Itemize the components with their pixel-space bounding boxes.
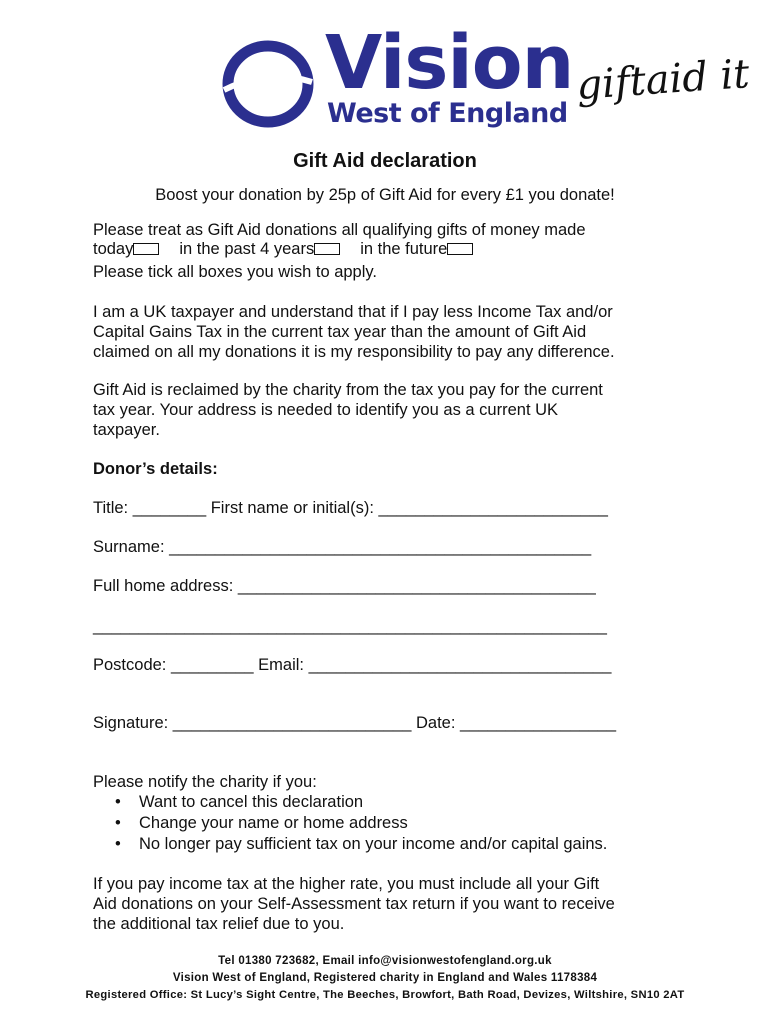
taxpayer-para-line: claimed on all my donations it is my responsibility to pay any difference. [93, 343, 615, 361]
higher-rate-line: If you pay income tax at the higher rate, you must include all your Gift [93, 875, 600, 893]
boost-text: Boost your donation by 25p of Gift Aid for every £1 you donate! [155, 186, 615, 204]
title-firstname-field[interactable]: Title: ________ First name or initial(s): _________________________ [93, 499, 608, 517]
higher-rate-line: the additional tax relief due to you. [93, 915, 345, 933]
logo-wordmark: Vision [325, 20, 574, 106]
notify-list [93, 792, 607, 855]
checkbox-past-4-years[interactable] [314, 243, 340, 255]
options-row [93, 239, 473, 259]
list-item: • Want to cancel this declaration [93, 792, 607, 813]
checkbox-today[interactable] [133, 243, 159, 255]
footer-charity: Vision West of England, Registered charity in England and Wales 1178384 [172, 972, 598, 984]
logo-subtitle: West of England [327, 98, 568, 129]
taxpayer-para-line: Capital Gains Tax in the current tax year than the amount of Gift Aid [93, 323, 587, 341]
vision-logo-ring-icon [222, 38, 314, 130]
option-today-label: today [93, 240, 134, 258]
notify-heading: Please notify the charity if you: [93, 773, 317, 791]
postcode-email-field[interactable]: Postcode: _________ Email: _________________________________ [93, 656, 612, 674]
address-field[interactable]: Full home address: _______________________________________ [93, 577, 596, 595]
tick-note: Please tick all boxes you wish to apply. [93, 263, 378, 281]
reclaim-para-line: Gift Aid is reclaimed by the charity from the tax you pay for the current [93, 381, 603, 399]
option-future-label: in the future [360, 240, 448, 258]
reclaim-para-line: tax year. Your address is needed to identify you as a current UK [93, 401, 559, 419]
donor-details-heading: Donor’s details: [93, 460, 218, 478]
list-item: • Change your name or home address [93, 813, 607, 834]
reclaim-para-line: taxpayer. [93, 421, 160, 439]
surname-field[interactable]: Surname: ______________________________________________ [93, 538, 592, 556]
footer-office: Registered Office: St Lucy’s Sight Centre, The Beeches, Browfort, Bath Road, Devizes, Wiltshire, SN10 2AT [85, 989, 685, 1001]
footer-contact: Tel 01380 723682, Email info@visionwestofengland.org.uk [218, 955, 552, 967]
address-field-line2[interactable]: ________________________________________________________ [93, 617, 607, 635]
giftaid-logo: giftaid it [575, 51, 751, 109]
taxpayer-para-line: I am a UK taxpayer and understand that if I pay less Income Tax and/or [93, 303, 613, 321]
checkbox-future[interactable] [447, 243, 473, 255]
page-title: Gift Aid declaration [293, 150, 477, 172]
list-item: • No longer pay sufficient tax on your income and/or capital gains. [93, 834, 607, 855]
option-past-4-years-label: in the past 4 years [179, 240, 315, 258]
signature-date-field[interactable]: Signature: __________________________ Date: _________________ [93, 714, 616, 732]
treat-line: Please treat as Gift Aid donations all qualifying gifts of money made [93, 221, 586, 239]
higher-rate-line: Aid donations on your Self-Assessment tax return if you want to receive [93, 895, 615, 913]
